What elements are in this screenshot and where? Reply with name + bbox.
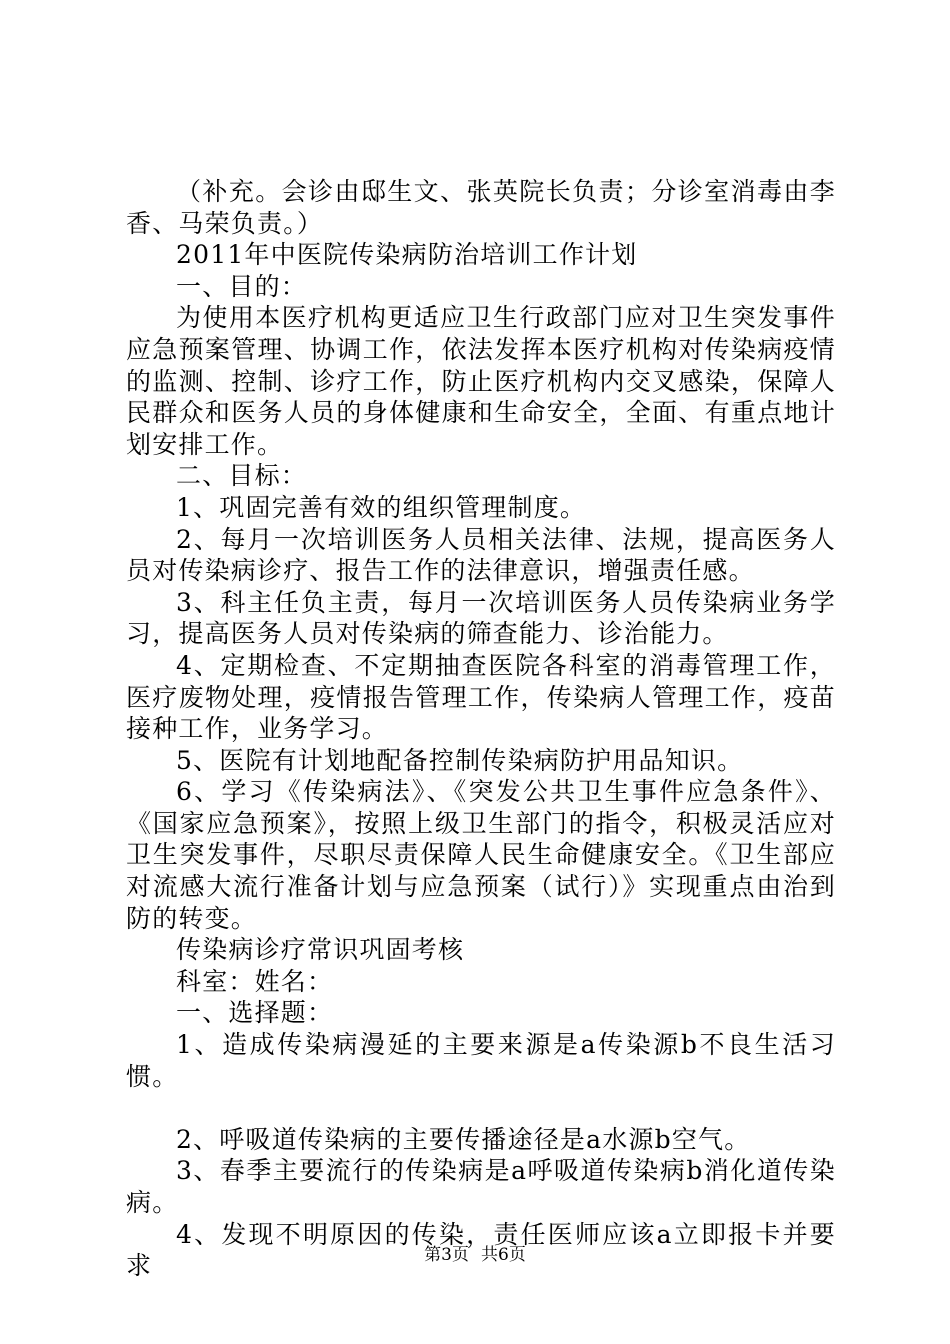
question-4: 4、发现不明原因的传染，责任医师应该a立即报卡并要求 [126, 1219, 836, 1281]
document-body [126, 176, 836, 1282]
goal-item-3: 3、科主任负主责，每月一次培训医务人员传染病业务学习，提高医务人员对传染病的筛查能力、诊治能力。 [126, 587, 836, 649]
plan-title: 2011年中医院传染病防治培训工作计划 [176, 240, 638, 270]
goal-item-4: 4、定期检查、不定期抽查医院各科室的消毒管理工作，医疗废物处理，疫情报告管理工作，传染病人管理工作，疫苗接种工作，业务学习。 [126, 650, 836, 744]
question-3: 3、春季主要流行的传染病是a呼吸道传染病b消化道传染病。 [126, 1156, 836, 1217]
section-heading-purpose: 一、目的： [176, 271, 308, 301]
goal-item-6: 6、学习《传染病法》、《突发公共卫生事件应急条件》、《国家应急预案》，按照上级卫生部门的指令，积极灵活应对卫生突发事件，尽职尽责保障人民生命健康安全。《卫生部应对流感大流行准备计划与应急预案（试行）》实现重点由治到防的转变。 [126, 777, 836, 933]
exam-dept-name-line: 科室：姓名： [176, 966, 334, 996]
goal-item-5: 5、医院有计划地配备控制传染病防护用品知识。 [176, 745, 744, 775]
page-total: 共6页 [481, 1245, 526, 1265]
exam-title: 传染病诊疗常识巩固考核 [176, 935, 465, 965]
page-number: 第3页 [424, 1245, 469, 1265]
page-footer [0, 1245, 950, 1265]
paragraph-supplement: （补充。会诊由邸生文、张英院长负责；分诊室消毒由李香、马荣负责。） [126, 177, 836, 238]
paragraph-purpose: 为使用本医疗机构更适应卫生行政部门应对卫生突发事件应急预案管理、协调工作，依法发挥本医疗机构对传染病疫情的监测、控制、诊疗工作，防止医疗机构内交叉感染，保障人民群众和医务人员的身体健康和生命安全，全面、有重点地计划安排工作。 [126, 303, 836, 459]
goal-item-2: 2、每月一次培训医务人员相关法律、法规，提高医务人员对传染病诊疗、报告工作的法律意识，增强责任感。 [126, 524, 836, 586]
section-heading-goals: 二、目标： [176, 461, 308, 491]
exam-section-choice: 一、选择题： [176, 998, 334, 1028]
question-2: 2、呼吸道传染病的主要传播途径是a水源b空气。 [176, 1124, 751, 1154]
goal-item-1: 1、巩固完善有效的组织管理制度。 [176, 492, 587, 522]
question-1: 1、造成传染病漫延的主要来源是a传染源b不良生活习惯。 [126, 1030, 836, 1091]
